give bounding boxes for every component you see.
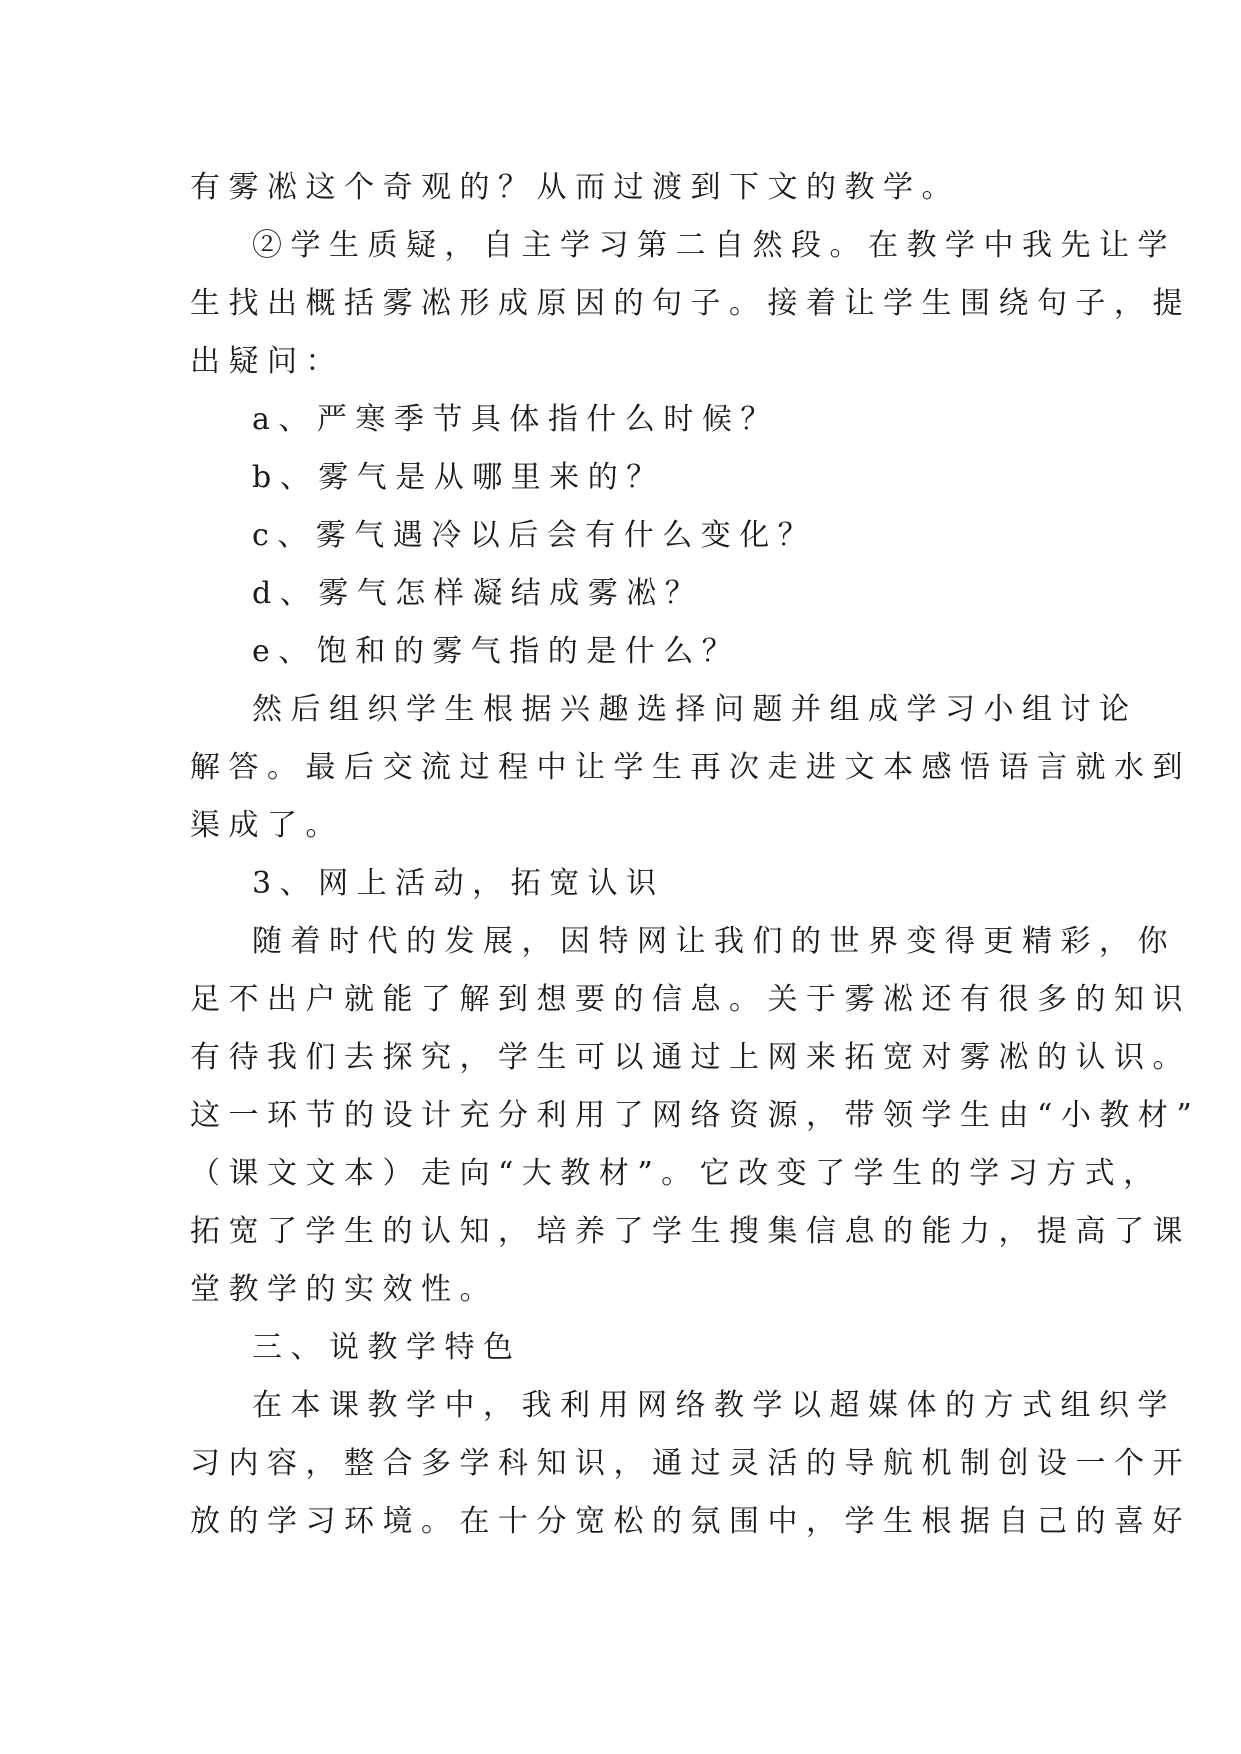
text-line: 生找出概括雾凇形成原因的句子。接着让学生围绕句子，提 <box>190 286 1191 321</box>
text-line: 渠成了。 <box>190 808 344 843</box>
list-item: c、雾气遇冷以后会有什么变化？ <box>252 518 817 553</box>
list-item: d、雾气怎样凝结成雾凇？ <box>252 576 704 611</box>
text-line: 在本课教学中，我利用网络教学以超媒体的方式组织学 <box>252 1388 1176 1423</box>
list-item: a、严寒季节具体指什么时候？ <box>252 402 779 437</box>
text-line: 解答。最后交流过程中让学生再次走进文本感悟语言就水到 <box>190 750 1191 785</box>
text-line: ②学生质疑，自主学习第二自然段。在教学中我先让学 <box>252 228 1176 263</box>
text-line: 放的学习环境。在十分宽松的氛围中，学生根据自己的喜好 <box>190 1504 1191 1539</box>
text-line: 拓宽了学生的认知，培养了学生搜集信息的能力，提高了课 <box>190 1214 1191 1249</box>
text-line: （课文文本）走向“大教材”。它改变了学生的学习方式， <box>190 1156 1162 1191</box>
list-item: b、雾气是从哪里来的？ <box>252 460 665 495</box>
list-item: e、饱和的雾气指的是什么？ <box>252 634 741 669</box>
text-line: 然后组织学生根据兴趣选择问题并组成学习小组讨论 <box>252 692 1138 727</box>
text-line: 足不出户就能了解到想要的信息。关于雾凇还有很多的知识 <box>190 982 1191 1017</box>
text-line: 随着时代的发展，因特网让我们的世界变得更精彩，你 <box>252 924 1176 959</box>
section-heading: 三、说教学特色 <box>252 1330 522 1365</box>
text-line: 这一环节的设计充分利用了网络资源，带领学生由“小教材” <box>190 1098 1201 1133</box>
section-heading: 3、网上活动，拓宽认识 <box>252 866 665 901</box>
text-line: 出疑问： <box>190 344 344 379</box>
text-line: 堂教学的实效性。 <box>190 1272 498 1307</box>
text-line: 有待我们去探究，学生可以通过上网来拓宽对雾凇的认识。 <box>190 1040 1191 1075</box>
text-line: 有雾凇这个奇观的？从而过渡到下文的教学。 <box>190 170 960 205</box>
text-line: 习内容，整合多学科知识，通过灵活的导航机制创设一个开 <box>190 1446 1191 1481</box>
